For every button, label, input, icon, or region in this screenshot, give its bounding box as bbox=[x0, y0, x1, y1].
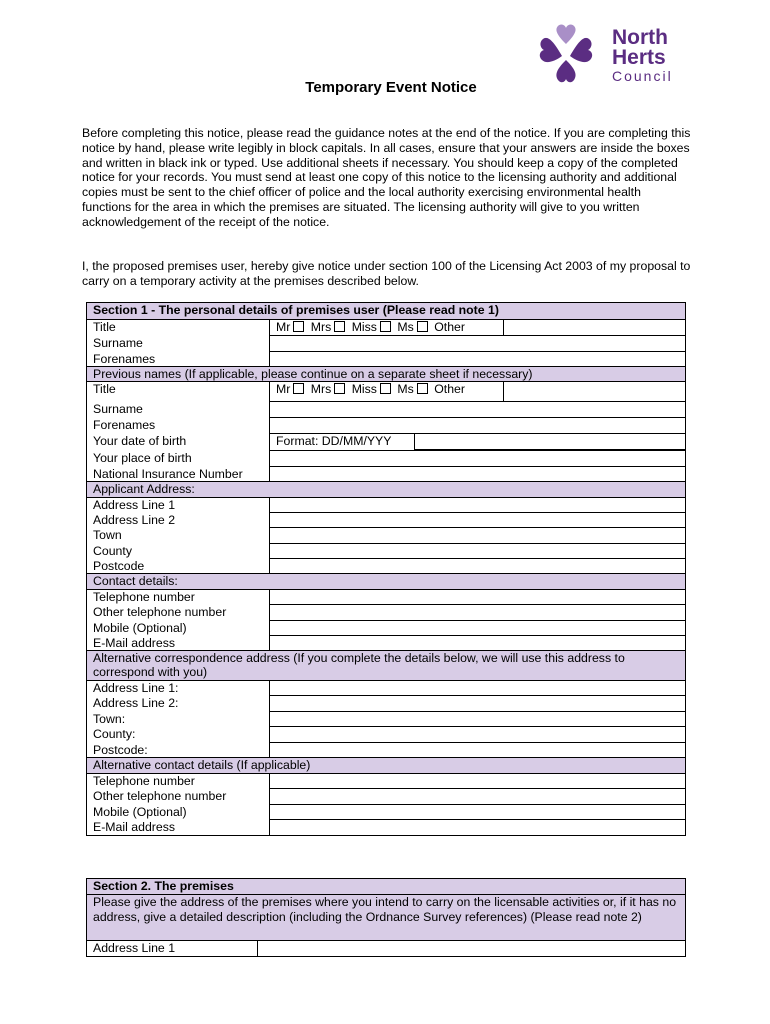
previous-names-header: Previous names (If applicable, please continue on a separate sheet if necessary) bbox=[87, 367, 686, 382]
logo-wordmark: North Herts Council bbox=[612, 26, 673, 84]
alt-address-line2-label: Address Line 2: bbox=[87, 696, 270, 712]
other-telephone-field[interactable] bbox=[270, 605, 686, 621]
prev-forenames-field[interactable] bbox=[270, 418, 686, 434]
surname-field[interactable] bbox=[270, 336, 686, 352]
prev-title-options bbox=[270, 382, 504, 402]
checkbox[interactable] bbox=[380, 321, 391, 332]
title-option-other[interactable]: Other bbox=[434, 320, 465, 334]
mobile-label: Mobile (Optional) bbox=[87, 621, 270, 636]
alt-address-line2-field[interactable] bbox=[270, 696, 686, 712]
title-other-field[interactable] bbox=[504, 320, 686, 336]
telephone-field[interactable] bbox=[270, 590, 686, 605]
section1-header: Section 1 - The personal details of premises user (Please read note 1) bbox=[87, 303, 686, 320]
title-option-ms[interactable]: Ms bbox=[397, 320, 430, 334]
alt-contact-header: Alternative contact details (If applicable) bbox=[87, 758, 686, 774]
alt-mobile-label: Mobile (Optional) bbox=[87, 805, 270, 820]
email-field[interactable] bbox=[270, 636, 686, 651]
checkbox[interactable] bbox=[417, 321, 428, 332]
alt-town-label: Town: bbox=[87, 712, 270, 727]
pob-field[interactable] bbox=[270, 451, 686, 467]
dob-format-hint: Format: DD/MM/YYY bbox=[270, 434, 415, 450]
alt-telephone-label: Telephone number bbox=[87, 774, 270, 789]
telephone-label: Telephone number bbox=[87, 590, 270, 605]
checkbox[interactable] bbox=[293, 321, 304, 332]
title-option-mrs[interactable]: Mrs bbox=[311, 320, 349, 334]
section2-header: Section 2. The premises bbox=[87, 879, 686, 895]
alt-postcode-label: Postcode: bbox=[87, 743, 270, 758]
title-option-mr[interactable]: Mr bbox=[276, 320, 307, 334]
title-option-miss[interactable]: Miss bbox=[352, 320, 394, 334]
checkbox[interactable] bbox=[293, 383, 304, 394]
alt-postcode-field[interactable] bbox=[270, 743, 686, 758]
prev-title-other-field[interactable] bbox=[504, 382, 686, 402]
prev-forenames-label: Forenames bbox=[87, 418, 270, 434]
alt-address-line1-field[interactable] bbox=[270, 681, 686, 696]
prev-title-label: Title bbox=[87, 382, 270, 402]
premises-address-line1-field[interactable] bbox=[258, 941, 686, 957]
page-title: Temporary Event Notice bbox=[305, 79, 477, 96]
surname-label: Surname bbox=[87, 336, 270, 352]
dob-field[interactable] bbox=[415, 434, 685, 450]
declaration-paragraph: I, the proposed premises user, hereby give notice under section 100 of the Licensing Act 2003 of my proposal to carry on a temporary activity at the premises described below. bbox=[82, 259, 691, 288]
alt-email-field[interactable] bbox=[270, 820, 686, 836]
alt-email-label: E-Mail address bbox=[87, 820, 270, 836]
alt-other-telephone-label: Other telephone number bbox=[87, 789, 270, 805]
contact-details-header: Contact details: bbox=[87, 574, 686, 590]
email-label: E-Mail address bbox=[87, 636, 270, 651]
prev-title-option-ms[interactable]: Ms bbox=[397, 382, 430, 396]
dob-row bbox=[270, 434, 686, 451]
town-label: Town bbox=[87, 528, 270, 544]
postcode-label: Postcode bbox=[87, 559, 270, 574]
pob-label: Your place of birth bbox=[87, 451, 270, 467]
prev-title-option-mr[interactable]: Mr bbox=[276, 382, 307, 396]
ni-label: National Insurance Number bbox=[87, 467, 270, 482]
checkbox[interactable] bbox=[417, 383, 428, 394]
section1-table bbox=[86, 302, 686, 836]
prev-title-option-miss[interactable]: Miss bbox=[352, 382, 394, 396]
alt-telephone-field[interactable] bbox=[270, 774, 686, 789]
alt-other-telephone-field[interactable] bbox=[270, 789, 686, 805]
address-line2-label: Address Line 2 bbox=[87, 513, 270, 528]
title-options bbox=[270, 320, 504, 336]
prev-title-option-other[interactable]: Other bbox=[434, 382, 465, 397]
checkbox[interactable] bbox=[380, 383, 391, 394]
address-line2-field[interactable] bbox=[270, 513, 686, 528]
intro-paragraph: Before completing this notice, please read the guidance notes at the end of the notice. If you are completing this notice by hand, please write legibly in block capitals. In all cases, ensure that your answers are inside the boxes and written in black ink or typed. Use additional sheets if necessary. You should keep a copy of the completed notice for your records. You must send at least one copy of this notice to the licensing authority and additional copies must be sent to the chief officer of police and the local authority exercising environmental health functions for the area in which the premises are situated. The licensing authority will give to you written acknowledgement of the receipt of the notice. bbox=[82, 126, 691, 229]
county-label: County bbox=[87, 544, 270, 559]
other-telephone-label: Other telephone number bbox=[87, 605, 270, 621]
alt-town-field[interactable] bbox=[270, 712, 686, 727]
alt-county-field[interactable] bbox=[270, 727, 686, 743]
mobile-field[interactable] bbox=[270, 621, 686, 636]
checkbox[interactable] bbox=[334, 321, 345, 332]
prev-title-option-mrs[interactable]: Mrs bbox=[311, 382, 349, 396]
prev-surname-label: Surname bbox=[87, 402, 270, 418]
address-line1-label: Address Line 1 bbox=[87, 498, 270, 513]
section2-table bbox=[86, 878, 686, 957]
prev-surname-field[interactable] bbox=[270, 402, 686, 418]
ni-field[interactable] bbox=[270, 467, 686, 482]
town-field[interactable] bbox=[270, 528, 686, 544]
dob-label: Your date of birth bbox=[87, 434, 270, 451]
postcode-field[interactable] bbox=[270, 559, 686, 574]
alt-address-line1-label: Address Line 1: bbox=[87, 681, 270, 696]
county-field[interactable] bbox=[270, 544, 686, 559]
forenames-label: Forenames bbox=[87, 352, 270, 367]
title-label: Title bbox=[87, 320, 270, 336]
premises-address-line1-label: Address Line 1 bbox=[87, 941, 258, 957]
section2-instructions: Please give the address of the premises where you intend to carry on the licensable activities or, if it has no address, give a detailed description (including the Ordnance Survey references) (Please read note 2) bbox=[87, 895, 686, 941]
checkbox[interactable] bbox=[334, 383, 345, 394]
alt-mobile-field[interactable] bbox=[270, 805, 686, 820]
alt-county-label: County: bbox=[87, 727, 270, 743]
applicant-address-header: Applicant Address: bbox=[87, 482, 686, 498]
address-line1-field[interactable] bbox=[270, 498, 686, 513]
alt-address-header: Alternative correspondence address (If you complete the details below, we will use this address to correspond with you) bbox=[87, 651, 686, 681]
forenames-field[interactable] bbox=[270, 352, 686, 367]
